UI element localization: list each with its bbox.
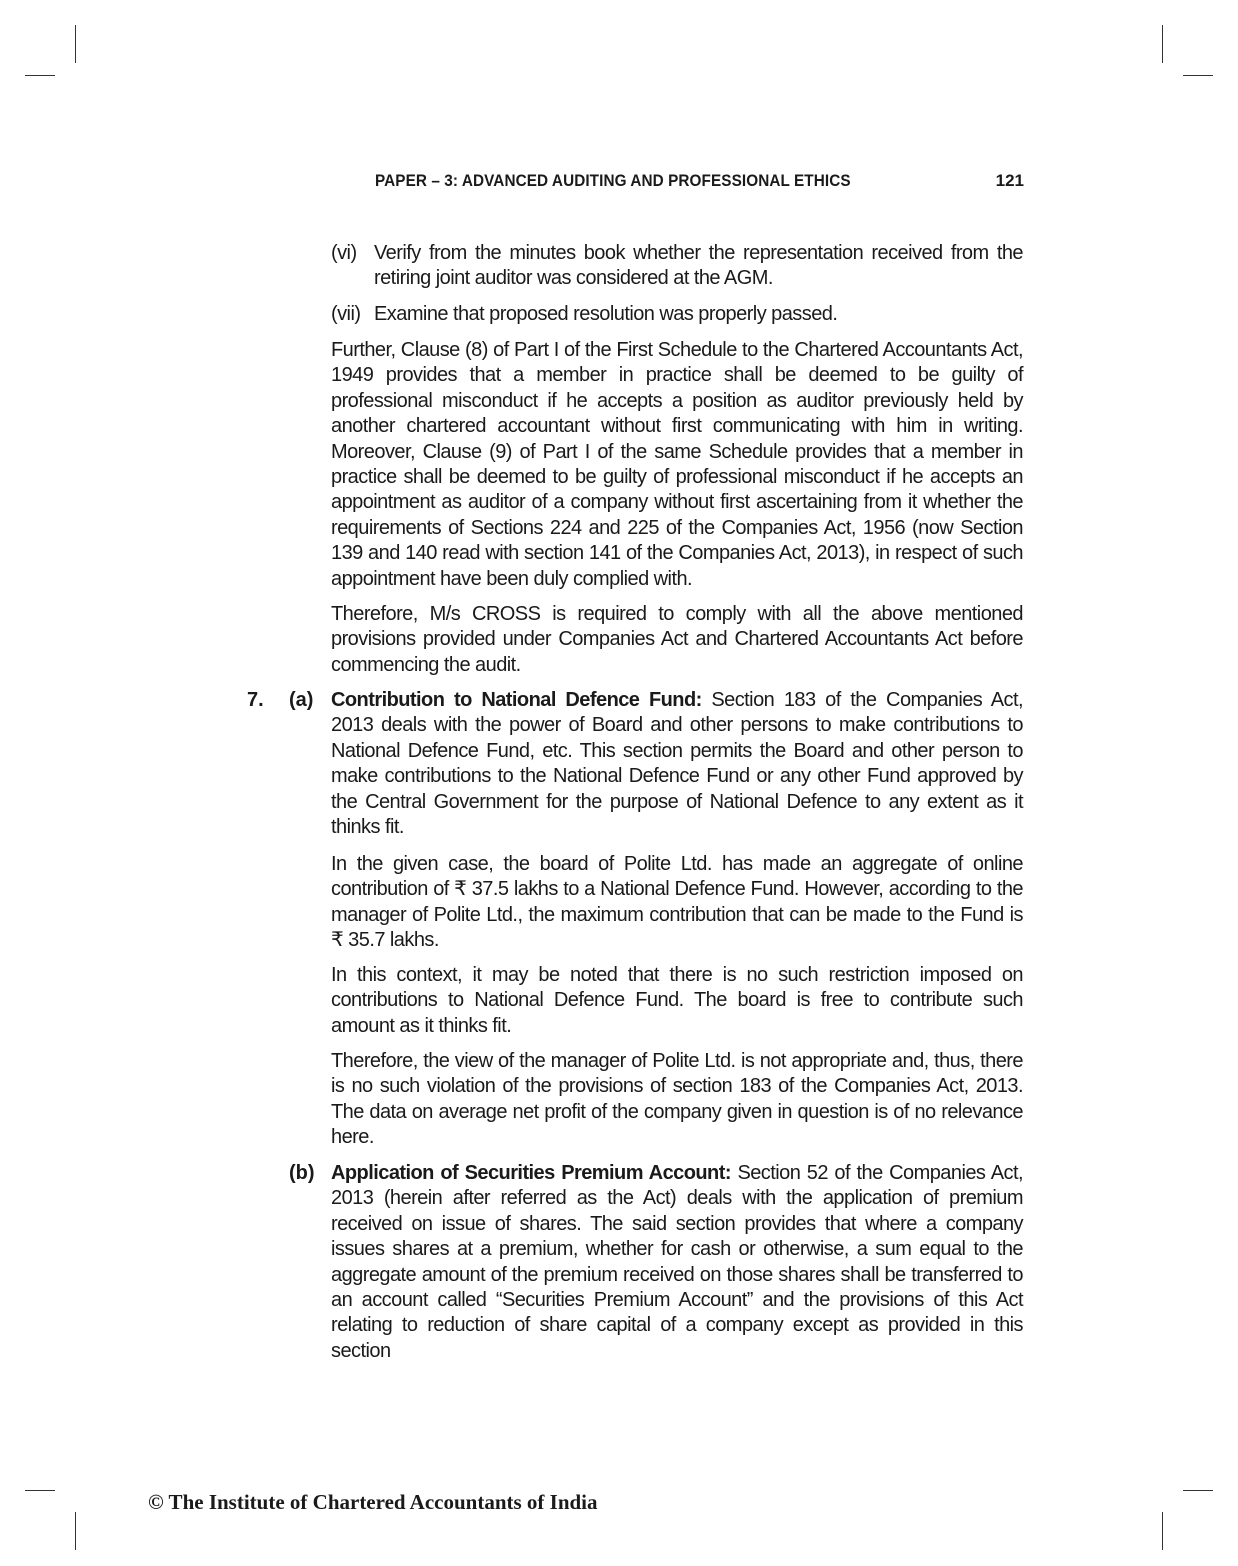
section-text: Section 183 of the Companies Act, 2013 deals with the power of Board and other persons to make contributions to National Defence Fund, etc. This section permits the Board and other person to make contributions to the National Defence Fund or any other Fund approved by the Central Government for the purpose of National Defence to any extent as it thinks fit. (331, 689, 1024, 839)
crop-mark (1162, 1512, 1163, 1550)
crop-mark (25, 75, 55, 76)
list-item-number: (vi) (331, 242, 357, 264)
crop-mark (1183, 75, 1213, 76)
answer-paragraph (331, 1161, 1023, 1364)
page-number: 121 (995, 171, 1024, 190)
list-item (331, 241, 1023, 292)
crop-mark (75, 1512, 76, 1550)
list-item-text: Verify from the minutes book whether the representation received from the retiring joint auditor was considered at the AGM. (374, 242, 1023, 290)
section-heading: Contribution to National Defence Fund: (331, 689, 702, 711)
paragraph: Therefore, M/s CROSS is required to comply with all the above mentioned provisions provided under Companies Act and Chartered Accountants Act before commencing the audit. (331, 603, 1023, 676)
paragraph: In the given case, the board of Polite Ltd. has made an aggregate of online contribution of ₹ 37.5 lakhs to a National Defence Fund. However, according to the manager of Polite Ltd., the maximum contribution that can be made to the Fund is ₹ 35.7 lakhs. (331, 853, 1023, 952)
list-item (331, 302, 1023, 327)
section-text: Section 52 of the Companies Act, 2013 (herein after referred as the Act) deals with the application of premium received on issue of shares. The said section provides that where a company issues shares at a premium, whether for cash or otherwise, a sum equal to the aggregate amount of the premium received on those shares shall be transferred to an account called “Securities Premium Account” and the provisions of this Act relating to reduction of share capital of a company except as provided in this section (331, 1162, 1023, 1362)
paragraph: Further, Clause (8) of Part I of the First Schedule to the Chartered Accountants Act, 1949 provides that a member in practice shall be deemed to be guilty of professional misconduct if he accepts a position as auditor previously held by another chartered accountant without first communicating with him in writing. Moreover, Clause (9) of Part I of the same Schedule provides that a member in practice shall be deemed to be guilty of professional misconduct if he accepts an appointment as auditor of a company without first ascertaining from it whether the requirements of Sections 224 and 225 of the Companies Act, 1956 (now Section 139 and 140 read with section 141 of the Companies Act, 2013), in respect of such appointment have been duly complied with. (331, 339, 1023, 590)
crop-mark (1162, 25, 1163, 63)
crop-mark (75, 25, 76, 63)
sub-question-label: (b) (289, 1162, 315, 1184)
answer-paragraph (331, 688, 1023, 840)
sub-question-label: (a) (289, 689, 314, 711)
list-item-text: Examine that proposed resolution was properly passed. (374, 303, 838, 325)
section-heading: Application of Securities Premium Account: (331, 1162, 731, 1184)
footer-copyright: © The Institute of Chartered Accountants of India (148, 1490, 598, 1514)
crop-mark (25, 1490, 55, 1491)
question-number: 7. (247, 689, 264, 711)
paragraph: In this context, it may be noted that there is no such restriction imposed on contributions to National Defence Fund. The board is free to contribute such amount as it thinks fit. (331, 964, 1023, 1037)
paragraph: Therefore, the view of the manager of Polite Ltd. is not appropriate and, thus, there is no such violation of the provisions of section 183 of the Companies Act, 2013. The data on average net profit of the company given in question is of no relevance here. (331, 1050, 1023, 1149)
crop-mark (1183, 1490, 1213, 1491)
running-header-title: PAPER – 3: ADVANCED AUDITING AND PROFESSIONAL ETHICS (375, 171, 851, 190)
list-item-number: (vii) (331, 303, 361, 325)
